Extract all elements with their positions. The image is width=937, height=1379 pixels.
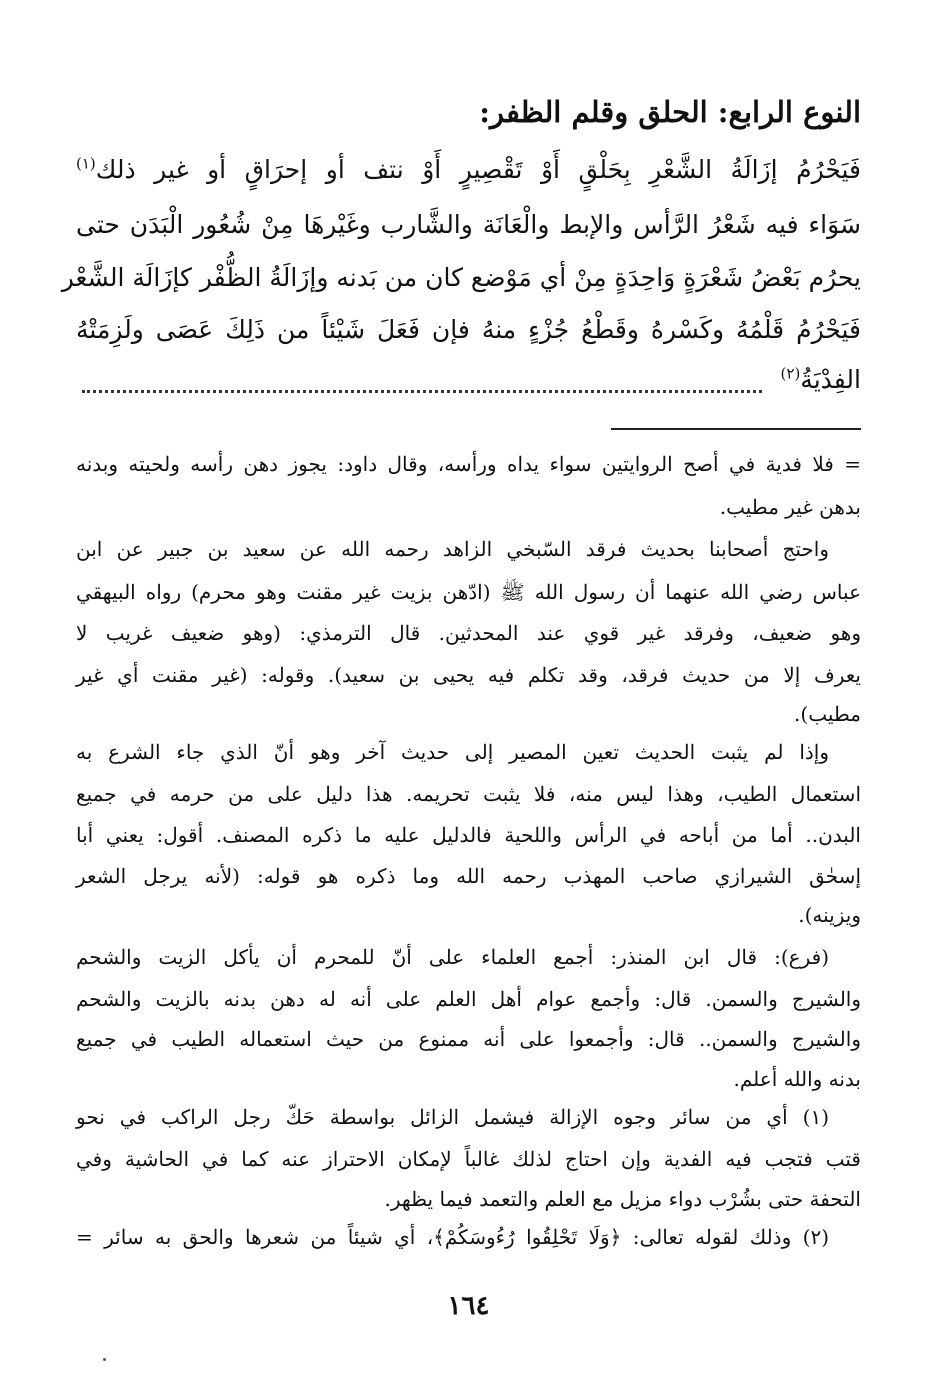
footnote-line: عباس رضي الله عنهما أن رسول الله ﷺ (ادّهن بزيت غير مقنت وهو محرم) رواه البيهقي xyxy=(76,580,861,604)
footnote-line: وإذا لم يثبت الحديث تعين المصير إلى حديث آخر وهو أنّ الذي جاء الشرع به xyxy=(76,740,829,764)
footnote-marker: (٢) xyxy=(780,364,801,383)
footnote-line: بدهن غير مطيب. xyxy=(719,495,861,519)
footnote-marker: (١) xyxy=(76,154,96,173)
footnote-line: واحتج أصحابنا بحديث فرقد السّبخي الزاهد رحمه الله عن سعيد بن جبير عن ابن xyxy=(76,537,829,561)
page-number: ١٦٤ xyxy=(447,1291,490,1321)
main-text-segment: فَيَحْرُمُ إزَالَةُ الشَّعْرِ بِحَلْقٍ أَوْ تَقْصِيرٍ أَوْ نتف أو إحرَاقٍ أو غير ذلك xyxy=(95,155,861,184)
footnote-line: البدن.. أما من أباحه في الرأس واللحية فالدليل عليه ما ذكره المصنف. أقول: يعني أبا xyxy=(76,823,861,847)
scan-speck xyxy=(103,1358,106,1361)
footnote-line: مطيب). xyxy=(794,702,861,726)
footnote-line: (فرع): قال ابن المنذر: أجمع العلماء على أنّ للمحرم أن يأكل الزيت والشحم xyxy=(76,945,829,969)
main-text-segment: الفِدْيَةُ xyxy=(800,365,861,394)
footnote-separator xyxy=(611,428,861,430)
footnote-1-line: قتب فتجب فيه الفدية وإن احتاج لذلك غالباً لإمكان الاحتراز عنه كما في الحاشية وفي xyxy=(76,1147,861,1171)
footnote-1-line: (١) أي من سائر وجوه الإزالة فيشمل الزائل بواسطة حَكّ رجل الراكب في نحو xyxy=(76,1105,829,1129)
main-text-line: فَيَحْرُمُ قَلْمُهُ وكَسْرهُ وقَطْعُ جُزْءٍ منهُ فإن فَعَلَ شَيْئاً من ذَلِكَ عَصَى ولَزِمَتْهُ xyxy=(76,315,861,344)
footnote-1-line: التحفة حتى بشُرْب دواء مزيل مع العلم والتعمد فيما يظهر. xyxy=(384,1187,861,1211)
main-text-line: يحرُم بَعْضُ شَعْرَةٍ وَاحِدَةٍ مِنْ أي مَوْضع كان من بَدنه وإزَالَةُ الظُّفْر كإزَالَة الشَّعْر xyxy=(61,263,861,292)
footnote-line: وهو ضعيف، وفرقد غير قوي عند المحدثين. قال الترمذي: (وهو ضعيف غريب لا xyxy=(76,621,861,645)
footnote-2-line: (٢) وذلك لقوله تعالى: ﴿وَلَا تَحْلِقُوا رُءُوسَكُمْ﴾، أي شيئاً من شعرها والحق به سائر = xyxy=(76,1225,829,1249)
dotted-leader xyxy=(82,378,762,393)
footnote-line: = فلا فدية في أصح الروايتين سواء يداه ورأسه، وقال داود: يجوز دهن رأسه ولحيته وبدنه xyxy=(76,452,861,476)
footnote-line: استعمال الطيب، وهذا ليس منه، فلا يثبت تحريمه. هذا دليل على من حرمه في جميع xyxy=(76,782,861,806)
main-text-line: سَوَاء فيه شَعْرُ الرَّأس والإبط والْعَانَة والشَّارب وغَيْرهَا مِنْ شُعُور الْبَدَن حتى xyxy=(76,210,861,239)
footnote-line: بدنه والله أعلم. xyxy=(733,1067,861,1091)
footnote-line: والشيرج والسمن.. قال: وأجمعوا على أنه ممنوع من حيث استعماله الطيب في جميع xyxy=(76,1027,861,1051)
footnote-line: والشيرج والسمن. قال: وأجمع عوام أهل العلم على أنه له دهن بدنه بالزيت والشحم xyxy=(76,987,861,1011)
footnote-line: يعرف إلا من حديث فرقد، وقد تكلم فيه يحيى بن سعيد). وقوله: (غير مقنت أي غير xyxy=(76,663,861,687)
footnote-line: ويزينه). xyxy=(798,903,861,927)
section-heading: النوع الرابع: الحلق وقلم الظفر: xyxy=(479,95,861,129)
main-text-line xyxy=(76,150,861,190)
footnote-line: إسحٰق الشيرازي صاحب المهذب رحمه الله وما ذكره هو قوله: (لأنه يرجل الشعر xyxy=(76,864,861,888)
